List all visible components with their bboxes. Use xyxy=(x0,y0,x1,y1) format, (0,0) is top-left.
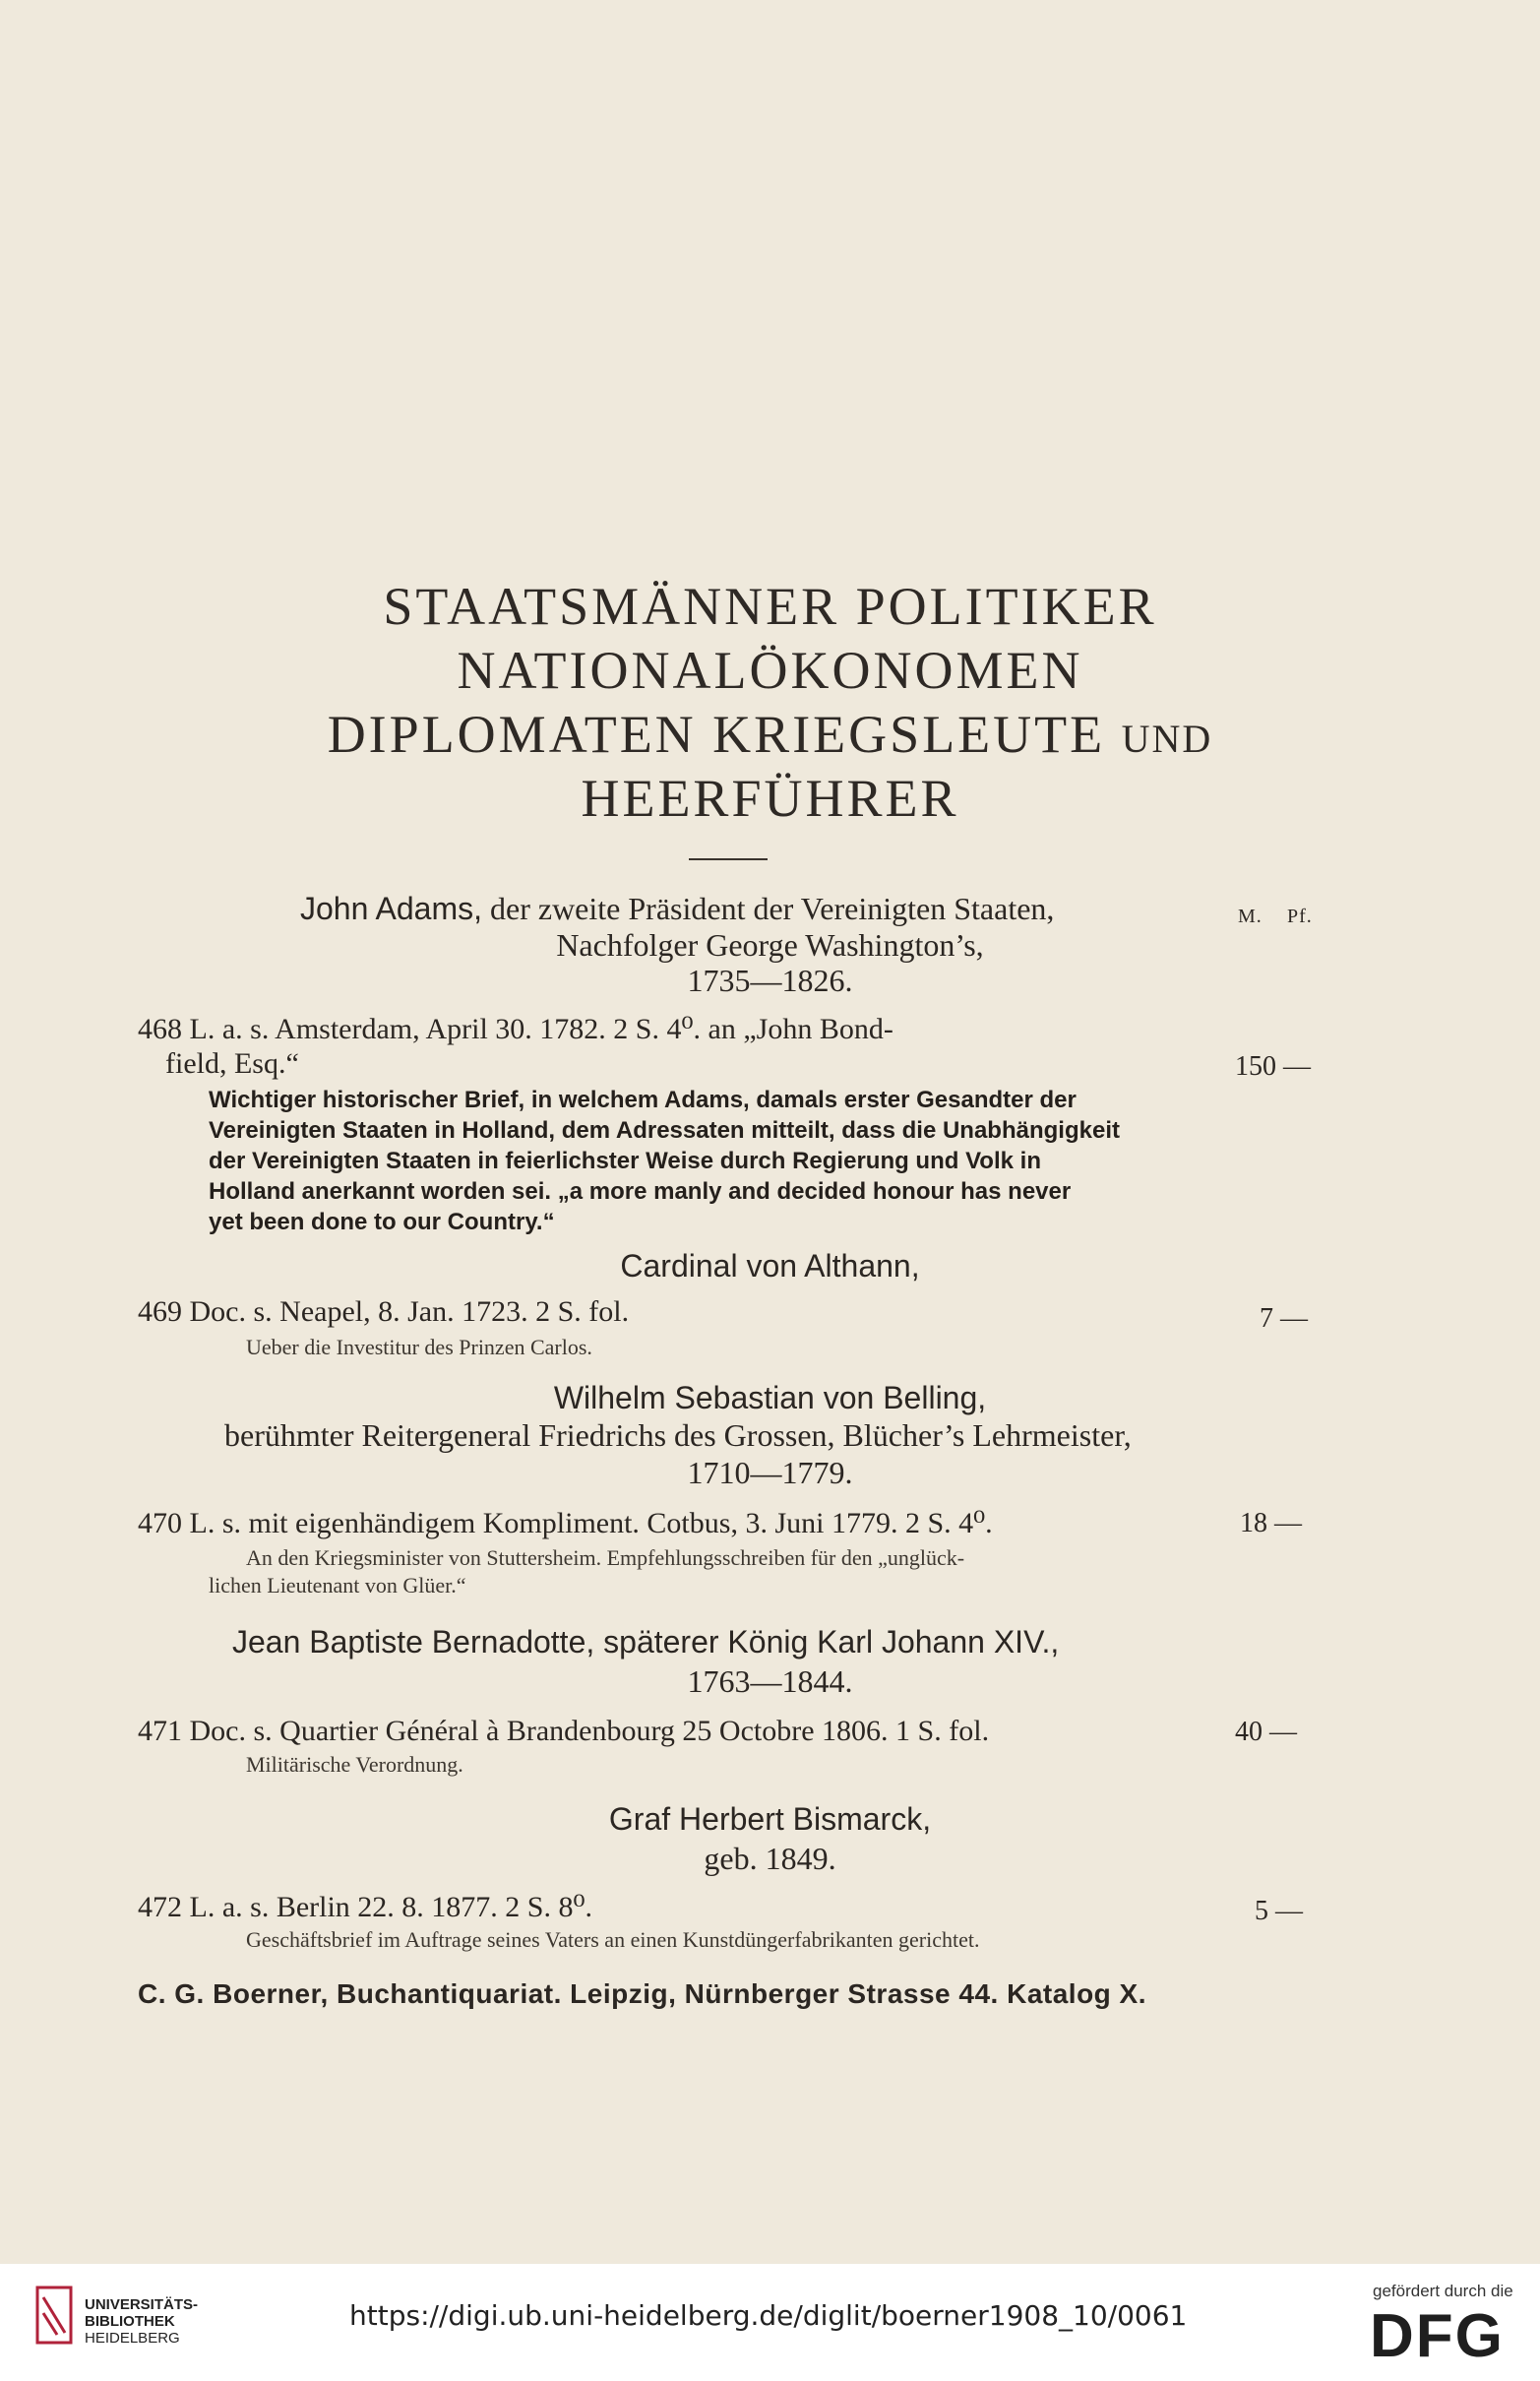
adams-desc-2: Nachfolger George Washington’s, xyxy=(556,927,984,963)
library-logo-icon xyxy=(35,2284,77,2349)
title-line-4: HEERFÜHRER xyxy=(581,769,959,828)
entry-472-note: Geschäftsbrief im Auftrage seines Vaters an einen Kunstdüngerfabrikanten gerichtet. xyxy=(246,1927,980,1952)
library-name-line-1: UNIVERSITÄTS- xyxy=(85,2296,199,2313)
publisher-imprint: C. G. Boerner, Buchantiquariat. Leipzig, Nürnberger Strasse 44. Katalog X. xyxy=(138,1978,1147,2009)
entry-472-line-1: 472 L. a. s. Berlin 22. 8. 1877. 2 S. 8⁰. xyxy=(138,1891,593,1923)
library-name-line-3: HEIDELBERG xyxy=(85,2330,180,2347)
entry-469-note: Ueber die Investitur des Prinzen Carlos. xyxy=(246,1335,592,1359)
permalink-url[interactable]: https://digi.ub.uni-heidelberg.de/diglit/boerner1908_10/0061 xyxy=(349,2299,1188,2332)
entry-470-note-2: lichen Lieutenant von Glüer.“ xyxy=(209,1573,466,1598)
entry-468-note-3: der Vereinigten Staaten in feierlichster Weise durch Regierung und Volk in xyxy=(209,1148,1041,1174)
adams-dates: 1735—1826. xyxy=(687,963,853,998)
column-header-pf: Pf. xyxy=(1287,906,1313,927)
entry-468-note-2: Vereinigten Staaten in Holland, dem Adressaten mitteilt, dass die Unabhängigkeit xyxy=(209,1117,1120,1144)
title-line-3 xyxy=(0,704,1540,765)
title-line-3-main: DIPLOMATEN KRIEGSLEUTE xyxy=(327,705,1106,764)
entry-471-price: 40 — xyxy=(1235,1717,1297,1747)
entry-468-note-5: yet been done to our Country.“ xyxy=(209,1209,555,1235)
entry-470-price: 18 — xyxy=(1240,1508,1302,1538)
library-name-line-2: BIBLIOTHEK xyxy=(85,2313,175,2330)
althann-heading: Cardinal von Althann, xyxy=(620,1248,920,1284)
belling-desc: berühmter Reitergeneral Friedrichs des Grossen, Blücher’s Lehrmeister, xyxy=(224,1417,1132,1453)
entry-471-note: Militärische Verordnung. xyxy=(246,1752,463,1777)
column-header-mark: M. xyxy=(1238,906,1263,927)
adams-desc-1: der zweite Präsident der Vereinigten Staaten, xyxy=(482,891,1055,926)
belling-dates: 1710—1779. xyxy=(687,1455,853,1490)
title-und: UND xyxy=(1121,717,1213,761)
title-divider xyxy=(689,858,768,860)
bismarck-dates: geb. 1849. xyxy=(704,1841,836,1876)
entry-468-note-4: Holland anerkannt worden sei. „a more manly and decided honour has never xyxy=(209,1178,1072,1205)
entry-470-line-1: 470 L. s. mit eigenhändigem Kompliment. Cotbus, 3. Juni 1779. 2 S. 4⁰. xyxy=(138,1507,993,1539)
funded-by-label: gefördert durch die xyxy=(1373,2282,1513,2300)
belling-heading: Wilhelm Sebastian von Belling, xyxy=(553,1380,987,1415)
entry-469-line-1: 469 Doc. s. Neapel, 8. Jan. 1723. 2 S. fol. xyxy=(138,1295,630,1328)
entry-468-price: 150 — xyxy=(1235,1051,1311,1082)
entry-471-line-1: 471 Doc. s. Quartier Général à Brandenbourg 25 Octobre 1806. 1 S. fol. xyxy=(138,1715,990,1747)
dfg-logo: DFG xyxy=(1370,2302,1505,2370)
entry-469-price: 7 — xyxy=(1260,1303,1308,1334)
adams-name: John Adams, xyxy=(300,891,482,926)
title-line-1: STAATSMÄNNER POLITIKER xyxy=(383,577,1157,636)
bernadotte-dates: 1763—1844. xyxy=(687,1663,853,1699)
entry-468-line-1: 468 L. a. s. Amsterdam, April 30. 1782. 2 S. 4⁰. an „John Bond- xyxy=(138,1013,893,1045)
entry-468-note-1: Wichtiger historischer Brief, in welchem Adams, damals erster Gesandter der xyxy=(209,1087,1077,1113)
entry-468-line-2: field, Esq.“ xyxy=(165,1047,299,1080)
title-line-2: NATIONALÖKONOMEN xyxy=(457,641,1083,700)
adams-heading xyxy=(300,891,1054,927)
library-name xyxy=(85,2296,198,2347)
bernadotte-heading: Jean Baptiste Bernadotte, späterer König Karl Johann XIV., xyxy=(232,1624,1060,1660)
entry-472-price: 5 — xyxy=(1255,1896,1303,1926)
entry-470-note-1: An den Kriegsminister von Stuttersheim. Empfehlungsschreiben für den „unglück- xyxy=(246,1545,965,1570)
show-through-texture xyxy=(197,79,1338,610)
bismarck-heading: Graf Herbert Bismarck, xyxy=(608,1801,932,1837)
